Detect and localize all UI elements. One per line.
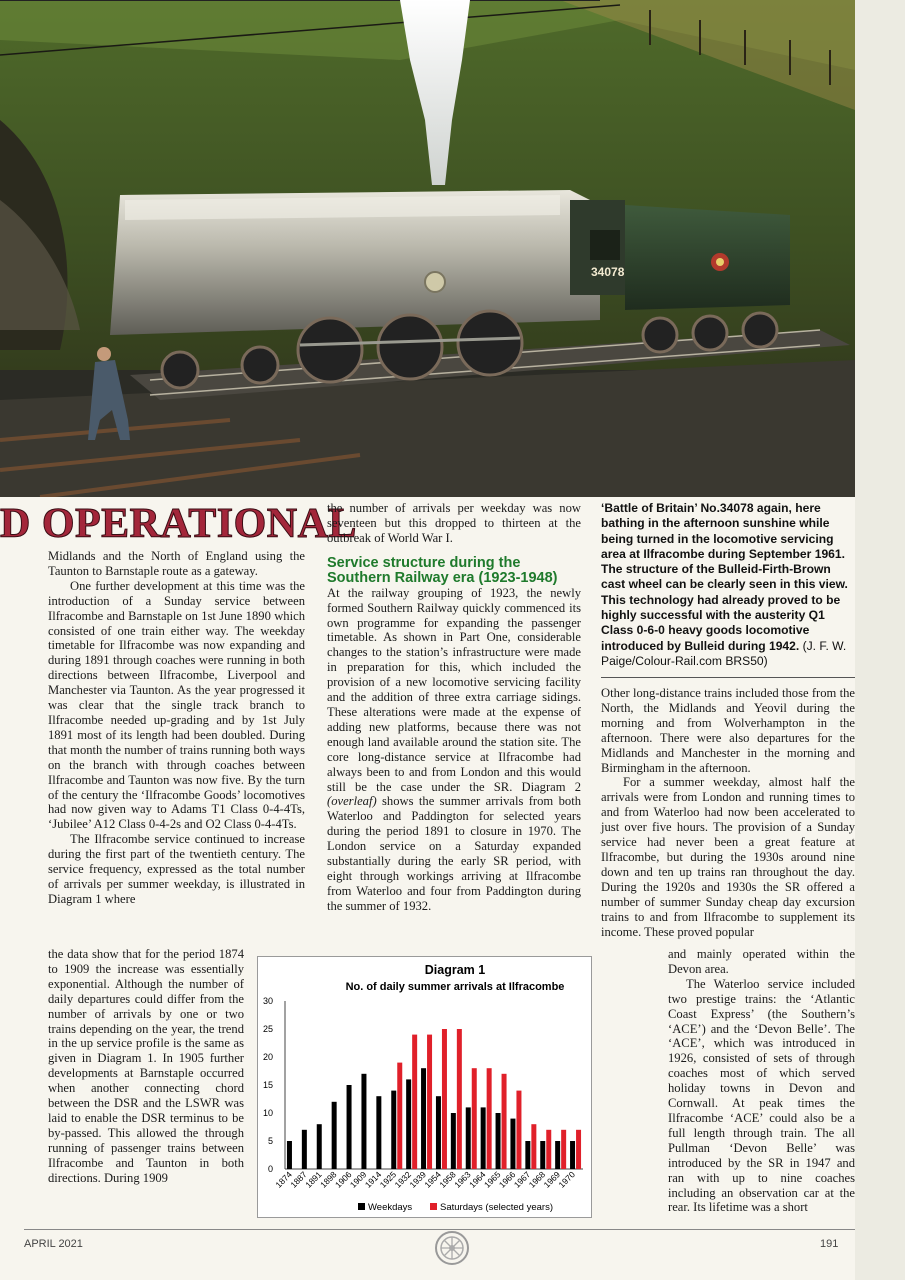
bar-weekdays-1906 [347,1085,352,1169]
page-number: 191 [820,1238,839,1250]
bar-saturdays-1967 [531,1124,536,1169]
photo-caption [601,501,855,669]
x-tick-label: 1970 [556,1169,577,1190]
x-tick-label: 1967 [511,1169,533,1190]
x-tick-label: 1891 [303,1169,324,1190]
y-tick-label: 20 [262,1052,273,1062]
legend-label-saturdays: Saturdays (selected years) [440,1202,553,1213]
bar-weekdays-1965 [496,1113,501,1169]
y-tick-label: 15 [262,1080,273,1090]
x-tick-label: 1939 [407,1169,428,1190]
caption-divider [601,677,855,678]
x-tick-label: 1958 [437,1169,458,1190]
bar-weekdays-1966 [510,1119,515,1169]
paragraph: and mainly operated within the Devon area. [668,947,855,976]
bar-saturdays-1939 [427,1035,432,1169]
bar-weekdays-1891 [317,1124,322,1169]
bar-weekdays-1967 [525,1141,530,1169]
paragraph: Midlands and the North of England using the Taunton to Barnstaple route as a gateway. [48,549,305,578]
bar-saturdays-1963 [472,1068,477,1169]
loco-number: 34078 [591,265,625,279]
paragraph: At the railway grouping of 1923, the newly formed Southern Railway quickly commenced its own programme for expanding the passenger timetable. As shown in Part One, considerable changes to the station’s infrastructure were made in preparation for this, which included the provision of a new locomotive servicing facility and the addition of three extra carriage sidings. These alterations were made at the expense of adding new platforms, because there was not enough land available around the station site. The core long-distance service at Ilfracombe had always been to and from London and this would still be the case under the SR. Diagram 2 (overleaf) shows the summer arrivals from both Waterloo and Paddington for selected years during the period 1891 to closure in 1970. The London service on a Saturday expanded substantially during the early SR period, with eight through workings arriving at Ilfracombe from Waterloo and four from Paddington during the summer of 1932. [327,585,581,913]
legend-swatch-saturdays [430,1203,437,1210]
bar-saturdays-1925 [397,1063,402,1169]
footer-date: APRIL 2021 [24,1238,83,1250]
bar-saturdays-1964 [487,1068,492,1169]
paragraph: The Waterloo service included two prestige trains: the ‘Atlantic Coast Express’ (the Southern’s ‘ACE’) and the ‘Devon Belle’. The ‘ACE’, which was introduced in 1926, consisted of sets of through coaches most of which served holiday towns in Devon and Cornwall. At peak times the Ilfracombe ‘ACE’ could also be a full length through train. The all Pullman ‘Devon Belle’ was introduced by the SR in 1947 and ran with up to nine coaches including an observation car at the rear. Its lifetime was a short [668,976,855,1215]
paragraph: One further development at this time was the introduction of a Sunday service between Ilfracombe and Barnstaple on 1st June 1890 which consisted of one train either way. The weekday timetable for Ilfracombe was now expanding and during 1891 through coaches were running in both directions between Ilfracombe, Liverpool and Manchester via Taunton. As the year progressed it was clear that the single track branch to Ilfracombe needed up-grading and by 1st July 1891 most of its length had been doubled. During that month the number of trains running both ways on the branch with through coaches between Ilfracombe and Taunton was now five. By the turn of the century the ‘Ilfracombe Goods’ locomotives had now given way to Adams T1 Class 0-4-4Ts, ‘Jubilee’ A12 Class 0-4-2s and O2 Class 0-4-4Ts. [48,578,305,832]
paragraph: the number of arrivals per weekday was now seventeen but this dropped to thirteen at the outbreak of World War I. [327,501,581,545]
column-3 [601,686,855,939]
bar-weekdays-1909 [361,1074,366,1169]
x-tick-label: 1969 [541,1169,563,1190]
bar-weekdays-1932 [406,1079,411,1169]
column-1 [48,549,305,907]
x-tick-label: 1914 [362,1169,384,1190]
y-tick-label: 5 [267,1136,273,1146]
bar-saturdays-1969 [561,1130,566,1169]
y-tick-label: 0 [267,1164,273,1174]
paragraph: the data show that for the period 1874 to 1909 the increase was essentially exponential. Although the number of daily departures could differ from the number of arrivals by one or two trains depending on the year, the trend in the up service profile is the same as given in Diagram 1. In 1905 further developments at Barnstaple occurred when another connecting chord between the DSR and the LSWR was laid to enable the DSR terminus to be by-passed. This allowed the through running of passenger trains between Ilfracombe and Taunton in both directions. During 1909 [48,947,244,1185]
x-tick-label: 1964 [467,1169,488,1190]
x-tick-label: 1887 [288,1169,309,1190]
bar-weekdays-1874 [287,1141,292,1169]
bar-weekdays-1970 [570,1141,575,1169]
bar-weekdays-1958 [451,1113,456,1169]
x-tick-label: 1898 [318,1169,339,1190]
column-1-wrap [48,947,244,1186]
bar-saturdays-1966 [516,1091,521,1169]
bar-weekdays-1914 [376,1096,381,1169]
bar-saturdays-1958 [457,1029,462,1169]
bar-weekdays-1898 [332,1102,337,1169]
bar-weekdays-1964 [481,1107,486,1169]
bar-saturdays-1968 [546,1130,551,1169]
bar-weekdays-1925 [391,1091,396,1169]
x-tick-label: 1874 [273,1169,294,1190]
x-tick-label: 1906 [333,1169,354,1190]
y-tick-label: 25 [262,1024,273,1034]
y-tick-label: 10 [262,1108,273,1118]
bar-weekdays-1887 [302,1130,307,1169]
x-tick-label: 1909 [347,1169,369,1190]
x-tick-label: 1954 [422,1169,443,1190]
x-tick-label: 1966 [496,1169,518,1190]
bar-saturdays-1932 [412,1035,417,1169]
column-2 [327,501,581,914]
photo-credit: (J. F. W. Paige/Colour-Rail.com BRS50) [601,638,847,668]
chart-svg [258,957,591,1217]
bar-weekdays-1954 [436,1096,441,1169]
x-tick-label: 1968 [526,1169,548,1190]
paragraph: Other long-distance trains included those from the North, the Midlands and Yeovil during the morning and from Wolverhampton in the afternoon. There were also departures for the Midlands and Manchester in the morning and Birmingham in the afternoon. [601,686,855,775]
legend-swatch-weekdays [358,1203,365,1210]
chart-subtitle: No. of daily summer arrivals at Ilfracombe [345,981,565,993]
chart-title: Diagram 1 [424,963,486,977]
x-tick-label: 1965 [482,1169,503,1190]
section-heading: D OPERATIONAL [0,501,357,547]
x-tick-label: 1963 [452,1169,473,1190]
wheel-emblem-icon [434,1230,470,1271]
paragraph: The Ilfracombe service continued to increase during the first part of the twentieth century. The service frequency, expressed as the total number of arrivals per summer weekday, is illustrated in Diagram 1 where [48,832,305,906]
bar-weekdays-1939 [421,1068,426,1169]
x-tick-label: 1932 [392,1169,414,1190]
locomotive-photo [0,0,855,497]
x-tick-label: 1925 [377,1169,399,1190]
subheading: Service structure during the Southern Railway era (1923-1948) [327,554,558,586]
bar-saturdays-1954 [442,1029,447,1169]
bar-weekdays-1963 [466,1107,471,1169]
diagram-1-chart [257,956,592,1218]
column-3-wrap [668,947,855,1215]
page-margin-strip [855,0,905,1280]
paragraph: For a summer weekday, almost half the arrivals were from London and running times to and from Waterloo had now been accelerated to just over five hours. The provision of a Sunday service had never been a great feature at Ilfracombe, but during the 1930s around nine down and ten up trains ran throughout the day. During the 1920s and 1930s the SR offered a number of summer Sunday cheap day excursion trains to and from Ilfracombe to supplement its income. These proved popular [601,775,855,939]
y-tick-label: 30 [262,996,273,1006]
bar-weekdays-1969 [555,1141,560,1169]
caption-text: ‘Battle of Britain’ No.34078 again, here bathing in the afternoon sunshine while being turned in the locomotive servicing area at Ilfracombe during September 1961. The structure of the Bulleid-Firth-Brown cast wheel can be clearly seen in this view. This technology had already proved to be highly successful with the austerity Q1 Class 0-6-0 heavy goods locomotive introduced by Bulleid during 1942. [601,501,848,653]
legend-label-weekdays: Weekdays [368,1202,413,1213]
bar-saturdays-1970 [576,1130,581,1169]
bar-saturdays-1965 [502,1074,507,1169]
bar-weekdays-1968 [540,1141,545,1169]
